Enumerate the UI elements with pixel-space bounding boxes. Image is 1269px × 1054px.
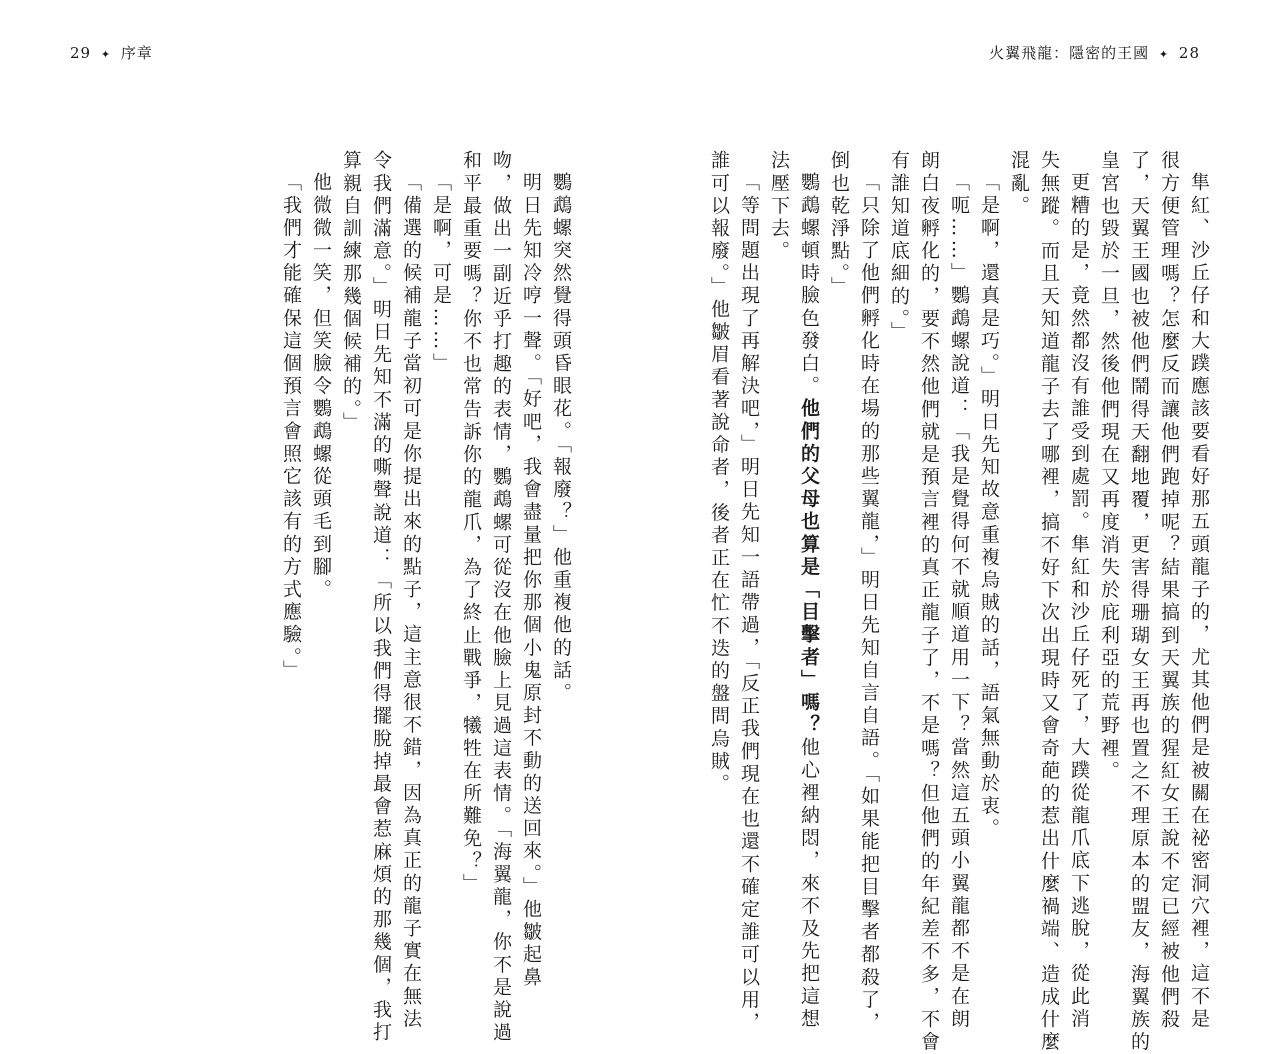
- text-column: 朗白夜孵化的，要不然他們就是預言裡的真正龍子了，不是嗎？但他們的年紀差不多，不會: [918, 150, 940, 1054]
- text-column: 明日先知冷哼一聲。「好吧，我會盡量把你那個小鬼原封不動的送回來。」他皺起鼻: [520, 172, 542, 990]
- text-column: 倒也乾淨點。」: [828, 150, 850, 299]
- text-run: 鸚鵡螺頓時臉色發白。: [798, 172, 820, 398]
- text-column: 很方便管理嗎？怎麼反而讓他們跑掉呢？結果搞到天翼族的猩紅女王說不定已經被他們殺: [1158, 150, 1180, 1032]
- text-column: [798, 150, 818, 1031]
- text-column: 「是啊，還真是巧。」明日先知故意重複烏賊的話，語氣無動於衷。: [978, 172, 1000, 841]
- text-column: 混亂。: [1008, 150, 1030, 218]
- left-page-header: [70, 42, 153, 63]
- text-run: 他心裡納悶，來不及先把這想: [798, 737, 820, 1031]
- text-column: 「備選的候補龍子當初可是你提出來的點子，這主意很不錯，因為真正的龍子實在無法: [400, 172, 422, 1031]
- text-column: 失無蹤。而且天知道龍子去了哪裡，搞不好下次出現時又會奇葩的惹出什麼禍端、造成什麼: [1038, 150, 1060, 1054]
- text-column: 皇宮也毀於一旦，然後他們現在又再度消失於庇利亞的荒野裡。: [1098, 150, 1120, 783]
- text-column: 更糟的是，竟然都沒有誰受到處罰。隼紅和沙丘仔死了，大蹼從龍爪底下逃脫，從此消: [1068, 172, 1090, 1031]
- right-page-header: [989, 42, 1200, 63]
- text-column: 法壓下去。: [768, 150, 790, 263]
- right-header-separator: ✦: [1158, 48, 1170, 61]
- text-column: 「只除了他們孵化時在場的那些翼龍，」明日先知自言自語。「如果能把目擊者都殺了，: [858, 172, 880, 1035]
- text-column: 「我們才能確保這個預言會照它該有的方式應驗。」: [280, 172, 302, 683]
- text-column: 鸚鵡螺突然覺得頭昏眼花。「報廢？」他重複他的話。: [550, 172, 572, 705]
- text-column: 誰可以報廢。」他皺眉看著說命者，後者正在忙不迭的盤問烏賊。: [708, 150, 730, 796]
- bold-emphasis-text: 他們的父母也算是「目擊者」嗎？: [798, 398, 820, 737]
- right-book-title: 火翼飛龍：隱密的王國: [989, 44, 1150, 62]
- text-column: 和平最重要嗎？你不也常告訴你的龍爪，為了終止戰爭，犧牲在所難免？」: [460, 150, 482, 896]
- text-column: 了，天翼王國也被他們鬧得天翻地覆，更害得珊瑚女王再也置之不理原本的盟友，海翼族的: [1128, 150, 1150, 1054]
- left-chapter-title: 序章: [120, 44, 153, 62]
- text-column: 算親自訓練那幾個候補的。」: [340, 150, 362, 435]
- text-column: 他微微一笑，但笑臉令鸚鵡螺從頭毛到腳。: [310, 172, 332, 602]
- left-header-separator: ✦: [100, 48, 112, 61]
- text-column: 隼紅、沙丘仔和大蹼應該要看好那五頭龍子的，尤其他們是被關在祕密洞穴裡，這不是: [1188, 172, 1210, 1031]
- text-column: 令我們滿意。」明日先知不滿的嘶聲說道：「所以我們得擺脫掉最會惹麻煩的那幾個，我打: [370, 150, 392, 1045]
- text-column: 「呃……」鸚鵡螺說道：「我是覺得何不就順道用一下？當然這五頭小翼龍都不是在朗: [948, 172, 970, 1031]
- right-page-number: 28: [1178, 44, 1200, 62]
- text-column: 有誰知道底細的。」: [888, 150, 910, 344]
- left-page-number: 29: [70, 44, 92, 62]
- text-column: 「等問題出現了再解決吧，」明日先知一語帶過，「反正我們現在也還不確定誰可以用，: [738, 172, 760, 1035]
- text-column: 吻，做出一副近乎打趣的表情，鸚鵡螺可從沒在他臉上見過這表情。「海翼龍，你不是說過: [490, 150, 512, 1045]
- text-column: 「是啊，可是……」: [430, 172, 452, 376]
